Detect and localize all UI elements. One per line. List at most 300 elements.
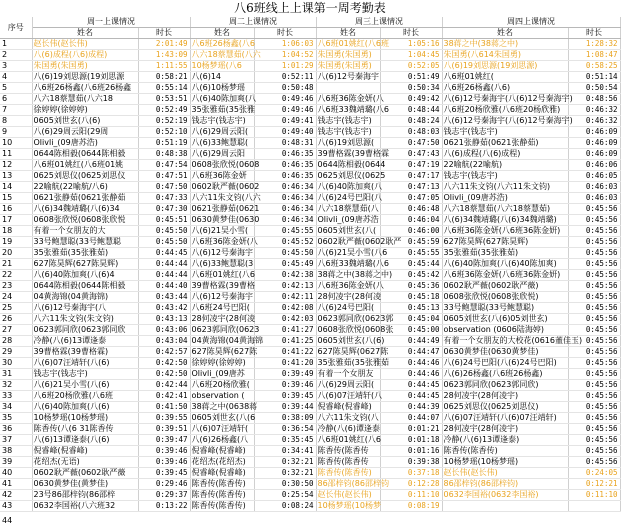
name-cell: 38蒋之中(38蒋之中) xyxy=(442,39,568,50)
duration-cell: 0:13:22 xyxy=(138,501,190,512)
duration-cell: 0:45:56 xyxy=(568,413,620,424)
name-cell: 八(6)12号秦海宇 xyxy=(191,292,254,301)
duration-cell: 0:49:40 xyxy=(254,127,316,138)
name-cell: 627陈昊辉(0627陈 xyxy=(317,347,389,356)
name-cell: 23号86邵梓钧(86邵梓 xyxy=(32,490,138,501)
duration-cell: 0:47:05 xyxy=(380,193,442,204)
duration-cell: 0:49:46 xyxy=(254,94,316,105)
row-number: 36 xyxy=(0,424,32,435)
name-cell: 0644陈相毅(0644 xyxy=(317,160,386,169)
name-cell: 八6班01姚红(八6 xyxy=(317,435,381,444)
name-cell: 八(6)34魏靖璐(八(6)34 xyxy=(32,204,138,215)
name-cell: 倪睿峰(倪睿峰) xyxy=(190,446,254,457)
duration-cell: 0:52:19 xyxy=(138,116,190,127)
name-cell: 0602耿严薇(0602耿严薇) xyxy=(442,281,568,292)
duration-cell: 0:42:11 xyxy=(254,292,316,303)
name-cell: 八(6)12号秦海宇(八(6)12号秦海宇) xyxy=(443,94,573,103)
duration-cell: 0:46:32 xyxy=(568,105,620,116)
name-cell: 陈香传(陈香传) xyxy=(190,490,254,501)
duration-cell: 1:43:09 xyxy=(138,50,190,61)
name-cell: 八六18蔡慧茹(八六18蔡慧茹) xyxy=(442,204,568,215)
duration-cell: 0:45:49 xyxy=(254,259,316,270)
row-number: 20 xyxy=(0,248,32,259)
duration-cell: 0:39:45 xyxy=(138,468,190,479)
duration-cell: 0:47:33 xyxy=(138,193,190,204)
table-row xyxy=(0,501,620,512)
name-cell: 0605刘世玄(八(6 xyxy=(191,413,256,422)
table-row xyxy=(0,369,620,380)
name-cell: 朱国勇(朱国勇) xyxy=(316,50,380,61)
name-cell: 0605刘世玄(八(6) xyxy=(317,336,385,345)
name-cell: 八(6)40陈加爽(八 xyxy=(191,94,257,103)
row-number: 1 xyxy=(0,39,32,50)
name-cell: 八六18蔡慧茹(八六18 xyxy=(32,94,138,105)
duration-cell: 0:45:56 xyxy=(568,226,620,237)
name-cell: 0621张静茹(0621 xyxy=(191,204,260,213)
name-cell: 八(6)26杨鑫(八6班26杨鑫) xyxy=(442,369,568,380)
row-number: 26 xyxy=(0,314,32,325)
table-row xyxy=(0,347,620,358)
duration-cell: 0:11:10 xyxy=(380,490,442,501)
name-cell: 赵长伟(赵长伟) xyxy=(32,39,138,50)
table-row xyxy=(0,127,620,138)
name-cell: 钱志宇(钱志宇) xyxy=(316,116,380,127)
name-cell: 39曹格霖(39曹格 xyxy=(191,281,255,290)
duration-cell: 0:46:05 xyxy=(568,171,620,182)
name-cell: 0625刘思仪(0625刘思仪 xyxy=(32,171,138,182)
duration-cell: 0:35:45 xyxy=(254,435,316,446)
duration-cell: 0:48:44 xyxy=(380,105,442,116)
name-cell: 八(6)26杨鑫(八 xyxy=(190,435,254,446)
name-cell: 0623郭同欣(0623郭同欣) xyxy=(442,380,568,391)
duration-cell: 0:44:44 xyxy=(138,259,190,270)
duration-cell: 0:45:50 xyxy=(138,226,190,237)
duration-cell: 0:25:54 xyxy=(254,490,316,501)
name-header: 姓名 xyxy=(190,28,254,39)
row-number: 12 xyxy=(0,160,32,171)
name-cell: 22喻航(22喻航/八6) xyxy=(32,182,138,193)
name-cell: 0608张欣悦(0608 xyxy=(191,160,260,169)
duration-cell: 1:04:45 xyxy=(380,50,442,61)
name-cell: 八(6)34魏靖璐(八(6)34魏靖璐) xyxy=(442,215,568,226)
name-cell: 39曹格霖(39曹格霖) xyxy=(32,347,138,358)
row-number: 28 xyxy=(0,336,32,347)
duration-cell: 0:44:49 xyxy=(380,336,442,347)
table-row xyxy=(0,402,620,413)
table-row xyxy=(0,248,620,259)
name-cell: 0605刘世玄(八( xyxy=(316,226,380,237)
row-number: 34 xyxy=(0,402,32,413)
row-number: 32 xyxy=(0,380,32,391)
name-cell: 八6班36陈金妍(八 xyxy=(317,281,384,290)
name-cell: 八(6)33鲍慧聪(3 xyxy=(191,259,254,268)
duration-cell: 0:44:47 xyxy=(380,347,442,358)
name-cell: 0608张欣悦(0608张欣悦 xyxy=(32,215,138,226)
duration-cell: 0:45:56 xyxy=(568,336,620,347)
duration-header: 时长 xyxy=(568,28,620,39)
table-row xyxy=(0,160,620,171)
table-row xyxy=(0,424,620,435)
name-cell: 八(6)29周云阳( xyxy=(316,380,380,391)
row-number: 11 xyxy=(0,149,32,160)
name-cell: 八六11朱文钧(八六 xyxy=(191,193,261,202)
name-cell: 0621张静茹(0621张静茹) xyxy=(442,138,568,149)
row-number-44: 44 xyxy=(2,516,13,525)
name-cell: 冷静(八(6)13谭逢泰) xyxy=(442,435,568,446)
duration-cell: 0:39:46 xyxy=(254,380,316,391)
duration-cell: 0:24:05 xyxy=(568,468,620,479)
row-number: 9 xyxy=(0,127,32,138)
name-cell: 钱志宇(钱志宇) xyxy=(32,369,138,380)
duration-cell: 0:37:18 xyxy=(380,468,442,479)
duration-cell: 0:45:56 xyxy=(568,391,620,402)
duration-cell: 0:46:34 xyxy=(254,215,316,226)
duration-cell: 0:30:50 xyxy=(254,479,316,490)
table-row xyxy=(0,380,620,391)
duration-cell: 0:47:17 xyxy=(380,171,442,182)
duration-cell: 0:43:06 xyxy=(138,325,190,336)
name-cell: 0608张欣悦(0608张欣悦) xyxy=(442,292,568,303)
duration-cell: 0:52:49 xyxy=(138,105,190,116)
name-cell: 花绍杰(花绍杰) xyxy=(190,457,254,468)
duration-cell: 0:42:08 xyxy=(254,303,316,314)
duration-cell: 0:45:56 xyxy=(568,435,620,446)
name-cell: 八(6)19刘思源(19刘思源) xyxy=(442,61,568,72)
tuesday-header: 周二上课情况 xyxy=(190,17,316,28)
table-row xyxy=(0,39,620,50)
duration-cell: 0:39:46 xyxy=(138,457,190,468)
name-cell: 八6班01姚红(八6 xyxy=(191,270,255,279)
duration-cell: 1:08:47 xyxy=(568,50,620,61)
name-cell: 八(6)12号秦海宇(八(6)12号秦海宇) xyxy=(443,116,573,125)
duration-cell: 0:41:22 xyxy=(254,347,316,358)
duration-cell: 0:41:50 xyxy=(138,402,190,413)
name-cell: 八六18蔡慧茹(八 xyxy=(317,204,379,213)
name-cell: 倪睿峰(倪睿峰) xyxy=(316,402,380,413)
row-number: 18 xyxy=(0,226,32,237)
duration-cell: 0:46:35 xyxy=(254,171,316,182)
duration-cell: 0:46:34 xyxy=(254,193,316,204)
duration-cell: 0:42:57 xyxy=(138,347,190,358)
name-cell: 八(6)12号秦海宇 xyxy=(191,248,254,257)
duration-cell: 0:45:00 xyxy=(380,325,442,336)
duration-cell: 0:42:03 xyxy=(254,314,316,325)
duration-cell: 0:45:36 xyxy=(380,281,442,292)
duration-cell: 0:42:41 xyxy=(138,391,190,402)
duration-cell: 0:11:10 xyxy=(568,490,620,501)
table-row xyxy=(0,204,620,215)
name-cell: 33号鲍慧聪(33号鲍慧聪) xyxy=(442,303,568,314)
row-number: 33 xyxy=(0,391,32,402)
name-cell: 10杨梦瑶(八6 xyxy=(190,61,254,72)
duration-cell: 0:44:40 xyxy=(138,281,190,292)
name-cell: 627陈昊辉(627陈 xyxy=(191,347,258,356)
name-cell: 38蒋之中(38蒋之中) xyxy=(317,270,393,279)
name-cell: 朱国勇(朱国勇) xyxy=(32,61,138,72)
name-cell: 0625刘思仪(0625 xyxy=(317,171,386,180)
name-header: 姓名 xyxy=(32,28,138,39)
name-cell: 八6班26杨鑫(八6 xyxy=(191,39,255,48)
name-cell: 八六11朱文钧(八 xyxy=(317,413,379,422)
row-number: 42 xyxy=(0,490,32,501)
name-cell: 八(6)12号秦海宇(八 xyxy=(32,303,138,314)
name-cell: 赵长伟(赵长伟) xyxy=(442,468,568,479)
duration-cell: 0:08:24 xyxy=(254,501,316,512)
table-row xyxy=(0,259,620,270)
table-row xyxy=(0,303,620,314)
name-cell: 0623郭同欣(0623 xyxy=(191,325,260,334)
name-cell: 10杨梦瑶(10杨梦瑶) xyxy=(442,457,568,468)
row-number: 30 xyxy=(0,358,32,369)
name-cell: 八(6)13谭逢泰(八(6) xyxy=(32,435,138,446)
row-number: 6 xyxy=(0,94,32,105)
duration-cell: 0:45:56 xyxy=(568,292,620,303)
name-cell: 八(6)29周云阳( xyxy=(190,127,254,138)
duration-cell: 0:36:54 xyxy=(254,424,316,435)
duration-cell: 0:49:42 xyxy=(380,94,442,105)
row-number: 17 xyxy=(0,215,32,226)
row-number: 2 xyxy=(0,50,32,61)
table-row xyxy=(0,270,620,281)
table-row xyxy=(0,292,620,303)
duration-cell: 0:47:19 xyxy=(380,160,442,171)
name-cell: 八(6)07汪靖轩(八(6)07汪靖轩) xyxy=(442,413,568,424)
duration-cell: 0:45:56 xyxy=(568,457,620,468)
duration-cell: 0:42:13 xyxy=(254,281,316,292)
name-cell: 陈香传(陈香传 xyxy=(316,446,380,457)
duration-cell: 0:44:39 xyxy=(380,402,442,413)
duration-cell: 0:44:45 xyxy=(380,380,442,391)
name-cell: 陈香传(陈香传 xyxy=(316,457,380,468)
duration-cell: 0:01:16 xyxy=(380,446,442,457)
name-cell: 0608张欣悦(0608张 xyxy=(317,325,394,334)
name-cell: 86邵梓钧(86邵梓钧) xyxy=(442,479,568,490)
row-number: 3 xyxy=(0,61,32,72)
table-row xyxy=(0,457,620,468)
duration-cell: 0:50:48 xyxy=(254,83,316,94)
name-cell: 0602耿严薇(0602耿严薇 xyxy=(32,468,138,479)
name-cell: 八(6)19刘思源(19刘思源 xyxy=(32,72,138,83)
name-cell: observation ( xyxy=(190,391,254,402)
duration-cell: 0:29:46 xyxy=(138,479,190,490)
duration-cell: 0:12:21 xyxy=(568,479,620,490)
name-cell: observation (0606陆海婷) xyxy=(442,325,568,336)
table-row xyxy=(0,193,620,204)
row-number: 15 xyxy=(0,193,32,204)
duration-cell: 0:47:30 xyxy=(138,204,190,215)
name-cell: 0630黄梦佳(0630黄梦佳) xyxy=(442,347,568,358)
duration-header: 时长 xyxy=(254,28,316,39)
name-cell: 八(6)40陈加爽(八 xyxy=(317,182,383,191)
name-cell: 八(6)33鲍慧聪( xyxy=(190,138,254,149)
duration-cell: 0:47:54 xyxy=(138,160,190,171)
duration-cell: 0:52:05 xyxy=(380,61,442,72)
name-cell: 0630黄梦佳(黄梦佳) xyxy=(32,479,138,490)
table-row xyxy=(0,446,620,457)
table-row xyxy=(0,325,620,336)
duration-cell: 0:39:51 xyxy=(138,424,190,435)
name-cell: 39曹格霖(39曹格霖 xyxy=(317,149,389,158)
duration-header: 时长 xyxy=(138,28,190,39)
duration-cell: 1:11:55 xyxy=(138,61,190,72)
name-cell: 0602耿严薇(0602 xyxy=(191,182,260,191)
name-cell: 八六18蔡慧茹(八六 xyxy=(191,50,261,59)
name-cell: 0632李国裕(0632李国裕) xyxy=(442,490,568,501)
duration-cell: 0:39:55 xyxy=(138,413,190,424)
duration-cell: 0:45:50 xyxy=(138,237,190,248)
duration-cell: 0:43:44 xyxy=(138,292,190,303)
duration-cell: 0:42:38 xyxy=(254,270,316,281)
name-cell: 627陈昊辉(627陈昊辉) xyxy=(32,259,138,270)
table-row xyxy=(0,171,620,182)
table-row xyxy=(0,468,620,479)
table-row xyxy=(0,391,620,402)
duration-cell: 0:43:42 xyxy=(138,303,190,314)
name-cell: 28何凌宇(28何凌 xyxy=(191,314,255,323)
duration-cell: 0:52:11 xyxy=(254,72,316,83)
duration-cell: 2:01:49 xyxy=(138,39,190,50)
name-cell: 八(6)07汪靖轩(八 xyxy=(317,391,383,400)
page-title: 八6班线上上课第一周考勤表 xyxy=(234,1,386,15)
table-row xyxy=(0,336,620,347)
duration-cell: 0:45:55 xyxy=(380,248,442,259)
name-cell: 0623郭同欣(0623郭 xyxy=(317,314,394,323)
duration-cell: 0:52:10 xyxy=(138,127,190,138)
duration-cell: 0:48:03 xyxy=(380,127,442,138)
name-cell: 38蒋之中(0638蒋 xyxy=(191,402,258,411)
duration-header: 时长 xyxy=(380,28,442,39)
name-cell: Olivli_(09唐苏浩 xyxy=(317,215,379,224)
name-cell: 倪睿峰(倪睿峰) xyxy=(32,446,138,457)
duration-cell: 0:45:56 xyxy=(568,347,620,358)
duration-cell: 0:45:42 xyxy=(380,270,442,281)
name-cell: 0605刘世玄(八(6) xyxy=(32,116,138,127)
thursday-header: 周四上课情况 xyxy=(442,17,620,28)
duration-cell: 0:45:56 xyxy=(568,204,620,215)
duration-cell: 0:51:14 xyxy=(568,72,620,83)
name-cell: 朱国勇(八614朱国勇) xyxy=(442,50,568,61)
row-number: 43 xyxy=(0,501,32,512)
name-cell: 八(6)07汪靖轩(八(6) xyxy=(32,358,138,369)
duration-cell: 0:46:03 xyxy=(568,182,620,193)
row-number: 41 xyxy=(0,479,32,490)
name-cell: 627陈昊辉(627陈昊辉) xyxy=(442,237,568,248)
name-cell: 八(6)29周云阳 xyxy=(190,149,254,160)
duration-cell: 0:39:38 xyxy=(380,457,442,468)
duration-cell: 0:29:37 xyxy=(138,490,190,501)
duration-cell: 0:12:28 xyxy=(380,479,442,490)
duration-cell: 0:47:50 xyxy=(138,182,190,193)
name-cell: 八6班20杨欣雅( xyxy=(190,380,254,391)
name-cell: 八(6)21吴小雪(八(6) xyxy=(32,380,138,391)
name-cell: 八6班01姚红(八6班01姚 xyxy=(32,160,138,171)
duration-cell: 0:46:32 xyxy=(568,116,620,127)
duration-cell: 0:58:21 xyxy=(138,72,190,83)
wednesday-header: 周三上课情况 xyxy=(316,17,442,28)
table-row xyxy=(0,479,620,490)
name-cell: 0621张静茹(0621张静茹 xyxy=(32,193,138,204)
name-cell: 有着一个女朋友的大校花(0616董佳玉) xyxy=(443,336,583,345)
duration-cell: 0:45:04 xyxy=(380,314,442,325)
name-cell: 钱志宇(钱志宇) xyxy=(190,116,254,127)
name-cell: 八6班26杨鑫(八6) xyxy=(442,83,568,94)
row-number: 39 xyxy=(0,457,32,468)
duration-cell: 0:47:13 xyxy=(380,182,442,193)
table-row xyxy=(0,116,620,127)
duration-cell: 0:45:56 xyxy=(568,369,620,380)
name-cell: 22喻航(22喻航) xyxy=(442,160,568,171)
duration-cell xyxy=(568,501,620,512)
name-header: 姓名 xyxy=(316,28,380,39)
name-cell: 86邵梓钧(86邵梓钧 xyxy=(317,479,389,488)
name-cell: 八6班26杨鑫(八6班26杨鑫 xyxy=(32,83,138,94)
name-cell: 八(6)21吴小雪(八6 xyxy=(317,248,388,257)
name-cell: 八6班33魏靖璐(八6 xyxy=(317,259,389,268)
duration-cell: 0:48:24 xyxy=(380,116,442,127)
duration-cell: 0:45:52 xyxy=(254,237,316,248)
duration-cell: 0:39:44 xyxy=(254,402,316,413)
table-row xyxy=(0,182,620,193)
name-cell: 八6班36陈金妍(八 xyxy=(317,94,384,103)
duration-cell: 0:42:44 xyxy=(138,380,190,391)
duration-cell: 0:45:56 xyxy=(568,446,620,457)
name-cell: 八六11朱文钧(朱文钧) xyxy=(32,314,138,325)
duration-cell: 0:44:45 xyxy=(380,391,442,402)
duration-cell: 0:46:04 xyxy=(380,215,442,226)
name-cell: 0632李国裕(八六班32 xyxy=(32,501,138,512)
duration-cell: 0:46:34 xyxy=(254,204,316,215)
duration-cell: 0:45:56 xyxy=(568,325,620,336)
table-row xyxy=(0,237,620,248)
duration-cell: 0:32:21 xyxy=(254,468,316,479)
duration-cell: 0:41:25 xyxy=(254,336,316,347)
name-cell: 八6班01姚红( xyxy=(442,72,568,83)
duration-cell: 0:34:41 xyxy=(254,446,316,457)
duration-cell: 0:01:21 xyxy=(380,424,442,435)
name-cell: 28何凌宇(28何凌 xyxy=(317,292,381,301)
table-row xyxy=(0,490,620,501)
duration-cell: 0:45:18 xyxy=(380,292,442,303)
duration-cell: 0:50:54 xyxy=(568,83,620,94)
duration-cell: 0:43:13 xyxy=(138,314,190,325)
duration-cell: 0:44:45 xyxy=(138,248,190,259)
duration-cell: 0:46:35 xyxy=(254,160,316,171)
duration-cell: 0:44:46 xyxy=(380,369,442,380)
name-cell: 八(6)24号巴阳(八(6)24号巴阳) xyxy=(442,358,568,369)
name-cell: 28何凌宇(28何凌宇) xyxy=(442,391,568,402)
header-row-days xyxy=(0,17,620,28)
row-number: 8 xyxy=(0,116,32,127)
duration-cell: 0:45:56 xyxy=(568,303,620,314)
name-cell: 33号鲍慧聪(33号鲍慧聪 xyxy=(32,237,138,248)
name-cell: 八(6)24号巴阳( xyxy=(316,303,380,314)
duration-cell: 0:51:19 xyxy=(138,138,190,149)
duration-cell: 0:39:47 xyxy=(138,435,190,446)
table-row xyxy=(0,72,620,83)
name-cell: 八6班36陈金妍(八6班36陈金妍) xyxy=(442,226,568,237)
duration-cell: 0:48:56 xyxy=(568,94,620,105)
name-cell: 陈香传(陈香传) xyxy=(442,446,568,457)
name-cell: 徐婷婷(徐婷婷) xyxy=(190,358,254,369)
name-cell: 钱志宇(钱志宇) xyxy=(442,171,568,182)
duration-cell: 0:47:50 xyxy=(380,138,442,149)
name-cell: 04黄海锦(04黄海锦) xyxy=(32,292,138,303)
duration-cell: 0:51:49 xyxy=(380,72,442,83)
row-number: 22 xyxy=(0,270,32,281)
row-number: 5 xyxy=(0,83,32,94)
duration-cell: 0:45:56 xyxy=(568,358,620,369)
row-number: 21 xyxy=(0,259,32,270)
